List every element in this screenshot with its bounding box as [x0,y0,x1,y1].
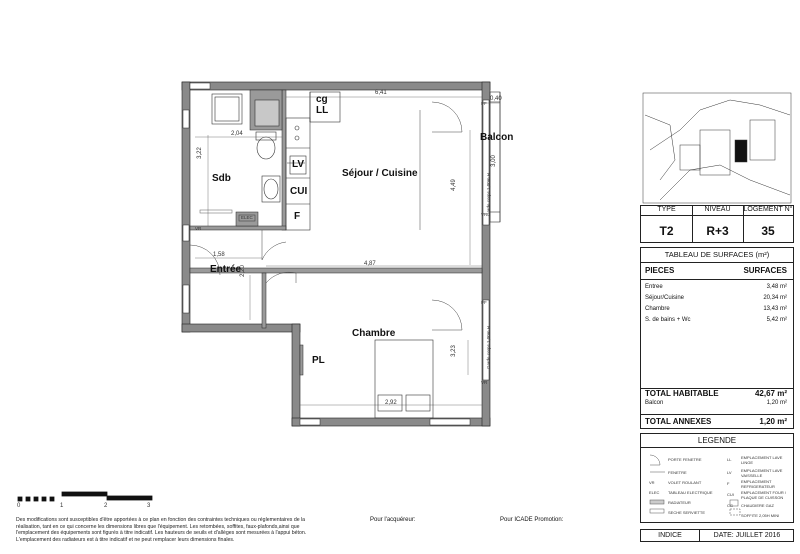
indice-label: INDICE [641,530,700,541]
surface-row-name: Chambre [645,306,670,312]
note-line: L'emplacement des radiateurs est à titre indicatif et ne peut remplacer leurs dimensions finales. [16,536,235,543]
scale-tick-0: 0 [17,503,21,509]
legend-radiateur: RADIATEUR [668,500,691,505]
niveau-cell [692,206,744,242]
niveau-value: R+3 [706,224,729,238]
surface-row-value: 5,42 m² [766,317,787,323]
mark-vr-2: VR [481,380,488,385]
mark-garde-corps-1: Garde corps 1,00m H [486,172,492,217]
bed [375,340,433,418]
note-line: réalisation, tant en ce qui concerne les dimensions libres que l'équipement. Les retombées, soffites, faux-plafonds,ainsi que [16,523,300,530]
type-value: T2 [659,224,674,238]
col-surfaces: SURFACES [743,266,787,275]
surface-row-value: 20,34 m² [763,295,787,301]
type-cell [641,206,693,242]
balcon-row [645,400,787,406]
room-sdb: Sdb [212,173,231,184]
legend-box [640,433,794,523]
legend-fenetre: FENETRE [668,470,687,475]
legend-lv-code: LV [727,470,732,475]
indice-date-row [640,529,794,542]
bathroom-fixtures [200,94,280,221]
surface-row-name: Entree [645,284,663,290]
room-f: F [294,211,301,222]
surface-row-name: Séjour/Cuisine [645,295,685,301]
room-ll: LL [316,105,329,116]
total-annexes-value: 1,20 m² [759,417,787,426]
legend-lave-vaisselle: EMPLACEMENT LAVE VAISSELLE [741,468,783,478]
legend-tableau-electrique: TABLEAU ELECTRIQUE [668,490,713,495]
note-line: l'emplacement des équipements sont figurés à titre indicatif. Les hauteurs de seuils et d'allèges sont mesurées à l'appui béton. [16,530,307,537]
legend-lave-linge: EMPLACEMENT LAVE LINGE [741,455,783,465]
legend-chaudiere-gaz: CHAUDIERE GAZ [741,503,774,508]
location-map [643,93,791,203]
total-habitable [645,389,787,398]
room-balcon: Balcon [480,132,514,143]
legend-vr-code: VR [649,480,655,485]
niveau-label: NIVEAU [692,206,743,216]
room-sejour-cuisine: Séjour / Cuisine [342,168,418,179]
legend-f-code: F [727,481,730,486]
surface-row-name: S. de bains + Wc [645,317,691,323]
dim-2-92: 2,92 [385,400,397,406]
scale-tick-3: 3 [147,503,151,509]
promotion-label: Pour ICADE Promotion: [500,517,564,523]
legend-title: LEGENDE [641,434,793,448]
surface-row-sejour [645,295,787,301]
legend-cg-code: CG [727,503,733,508]
room-cui: CUI [290,186,308,197]
total-habitable-label: TOTAL HABITABLE [645,389,719,398]
surface-row-sdb [645,317,787,323]
acquereur-label: Pour l'acquéreur: [370,517,416,523]
dim-2-20: 2,20 [239,265,246,277]
type-label: TYPE [641,206,692,216]
logement-cell [743,206,793,242]
dim-6-41: 6,41 [375,90,387,96]
balcon-label: Balcon [645,400,664,406]
mark-vr-3: VR [195,226,202,231]
legend-four-plaque: EMPLACEMENT FOUR / PLAQUE DE CUISSON [741,490,787,500]
col-pieces: PIECES [645,266,675,275]
total-annexes [645,417,787,426]
legend-volet-roulant: VOLET ROULANT [668,480,702,485]
total-annexes-label: TOTAL ANNEXES [645,417,712,426]
mark-pf-1: PF [481,101,487,106]
surfaces-table [640,247,794,429]
dimension-lines [195,97,500,405]
mark-pf-2: PF [481,300,487,305]
mark-elec: ELEC [241,215,253,220]
legend-porte-fenetre: PORTE FENETRE [668,457,702,462]
dim-3-23: 3,23 [450,345,457,357]
date-label: DATE: JUILLET 2016 [713,532,781,539]
scale-tick-1: 1 [60,503,64,509]
dim-3-22: 3,22 [196,147,203,159]
scale-bar [18,492,152,501]
note-line: Des modifications sont susceptibles d'être apportées à ce plan en fonction des contraintes techniques ou réglementaires de la [16,517,306,523]
logement-value: 35 [761,224,775,238]
dim-4-49: 4,49 [450,179,457,191]
legend-elec-code: ELEC [649,490,660,495]
dim-4-87: 4,87 [364,261,376,267]
dim-1-58: 1,58 [213,252,225,258]
surface-row-entree [645,284,787,290]
mark-vr-1: VR [481,212,488,217]
legend-cui-code: CUI [727,492,734,497]
total-habitable-value: 42,67 m² [754,389,787,398]
room-pl: PL [312,355,325,366]
scale-tick-2: 2 [104,503,108,509]
dim-0-40: 0,40 [490,96,502,102]
outer-walls [182,82,490,426]
dim-3-00: 3,00 [490,155,497,167]
dim-2-04: 2,04 [231,131,243,137]
surface-row-value: 3,48 m² [766,284,787,290]
title-block [640,205,794,243]
balcon-value: 1,20 m² [766,400,787,406]
surfaces-title: TABLEAU DE SURFACES (m²) [641,248,793,263]
mark-garde-corps-2: Garde corps 1,00m H [486,325,492,370]
legend-seche-serviette: SECHE SERVIETTE [668,510,706,515]
surface-row-chambre [645,306,787,312]
room-lv: LV [292,159,305,170]
logement-label: LOGEMENT N° [743,206,793,216]
legend-refrigerateur: EMPLACEMENT REFRIGERATEUR [741,479,775,489]
surface-row-value: 13,43 m² [763,306,787,312]
legend-soffite: SOFFITE 2,05H MINI [741,513,780,518]
room-cg: cg [316,94,328,105]
room-chambre: Chambre [352,328,396,339]
room-entree: Entrée [210,264,242,275]
legend-ll-code: LL [727,457,732,462]
disclaimer-note [16,517,336,543]
